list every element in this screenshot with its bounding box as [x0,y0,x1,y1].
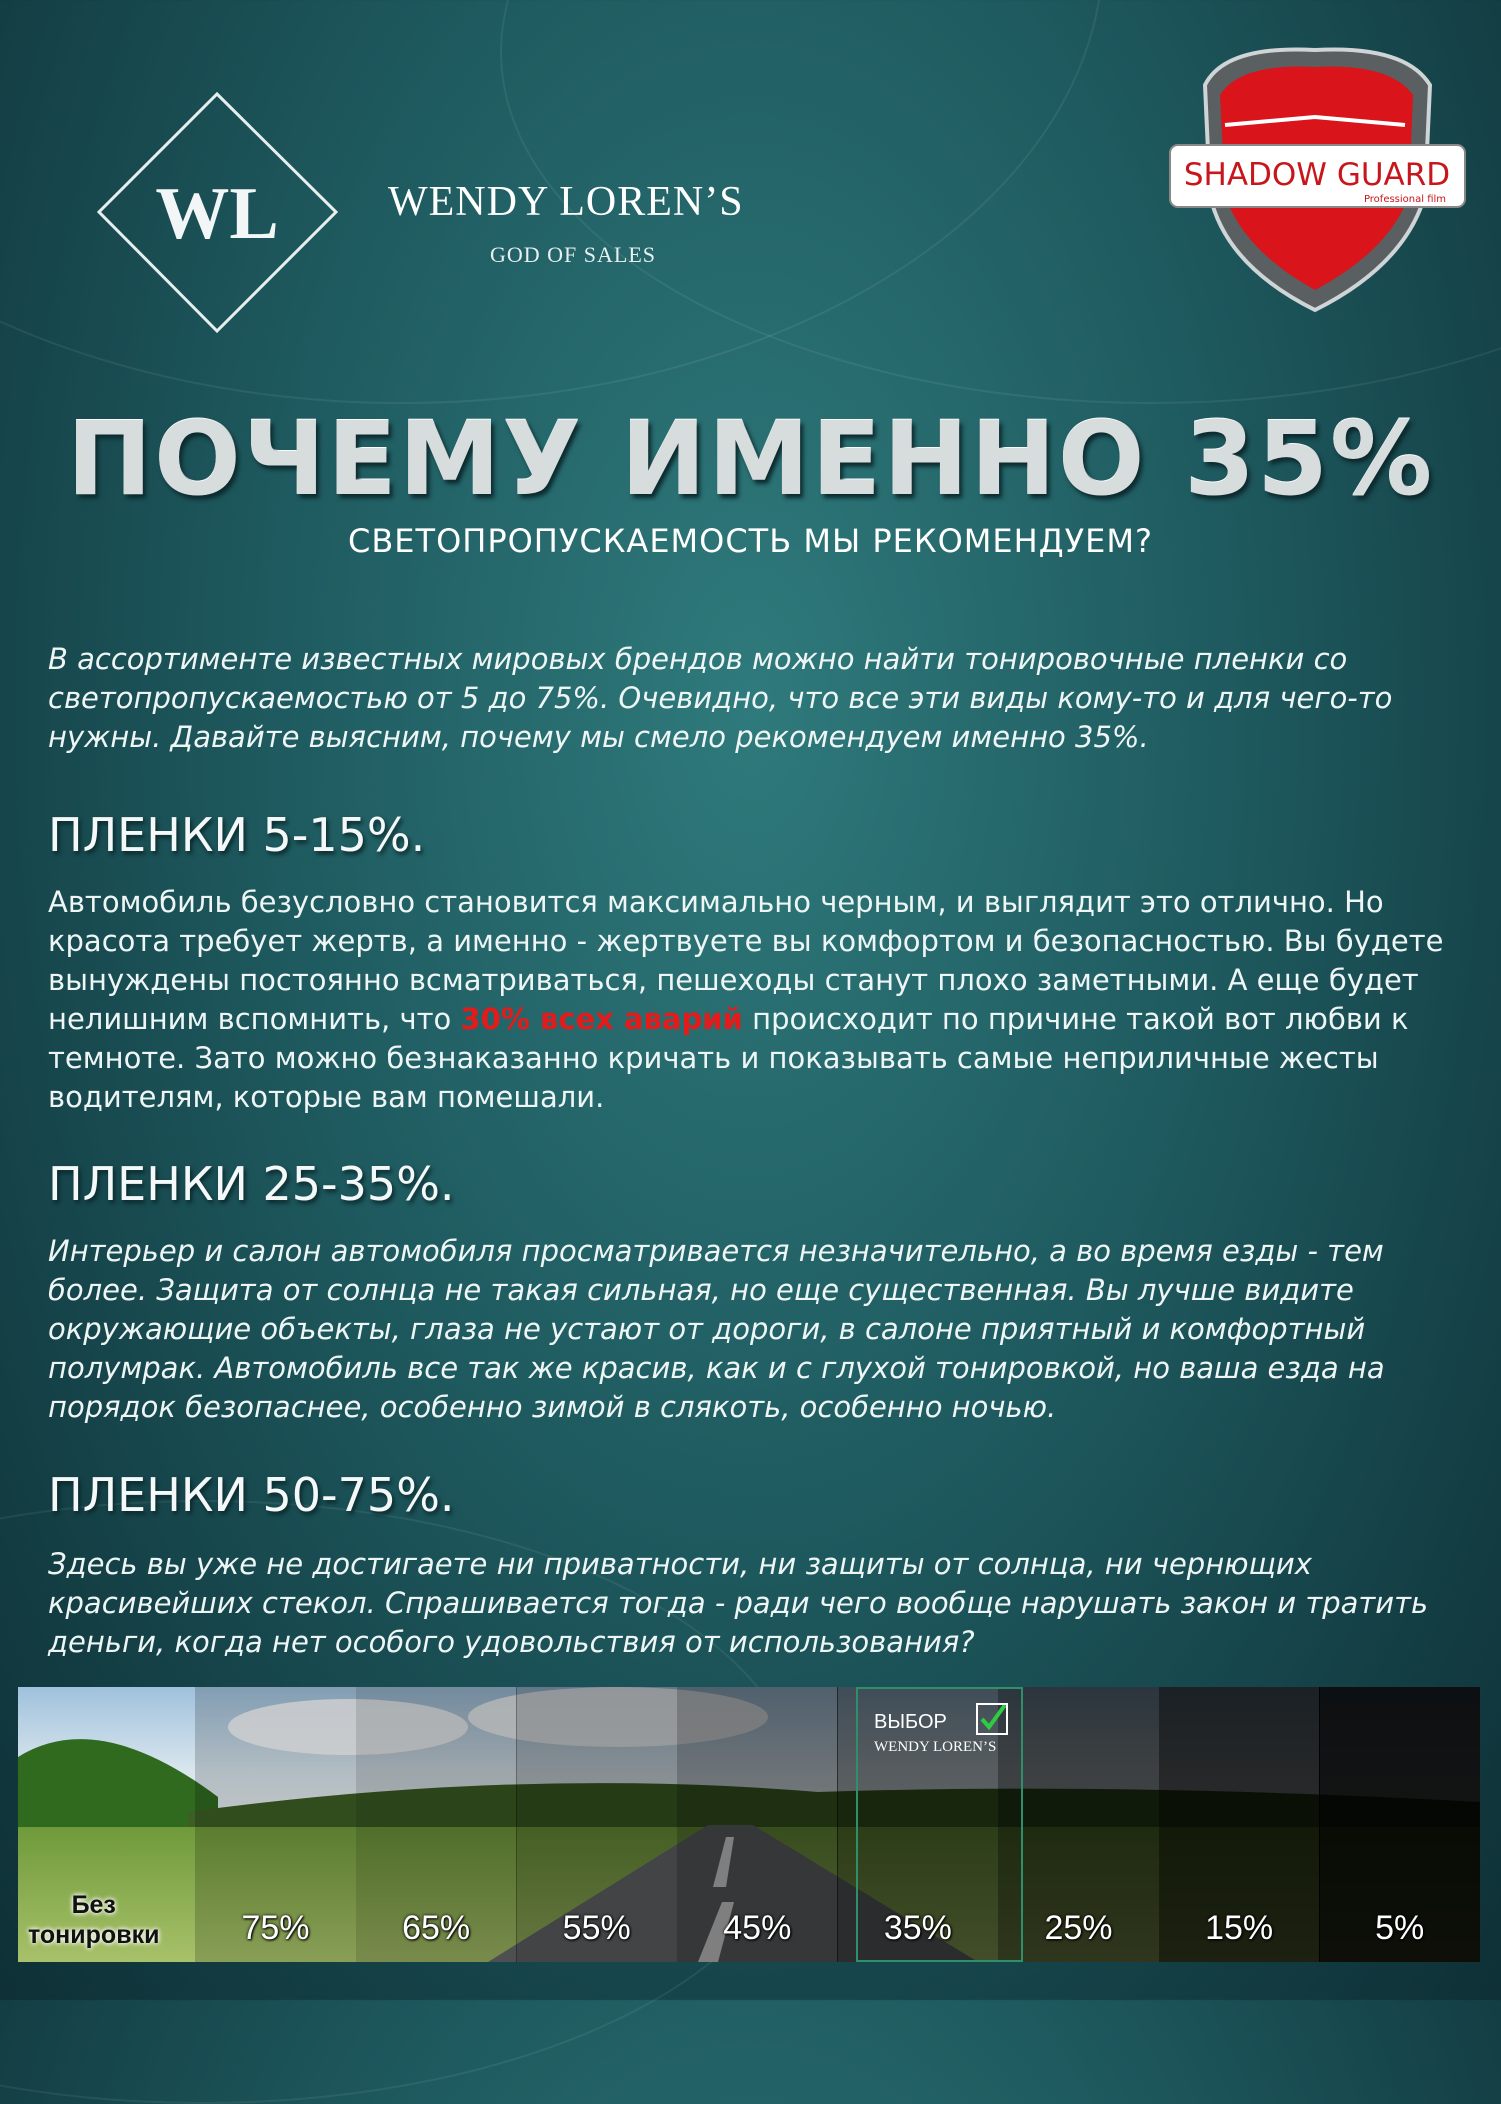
tint-level-label: 25% [1044,1909,1113,1947]
section-text: Здесь вы уже не достигаете ни приватности, ни защиты от солнца, ни чернющих красивейших стекол. Спрашивается тогда - ради чего вообще нарушать закон и тратить деньги, когда нет особого удовольствия от использования? [48,1547,1429,1659]
no-tint-line: Без [71,1891,116,1919]
shadow-guard-logo [1165,45,1470,315]
partner-tagline: Professional film [1363,194,1447,205]
section-text-part: Автомобиль безусловно становится максимально черным, и выглядит это отлично. Но красота требует жертв, а именно - жертвуете вы комфортом и безопасностью. Вы будете вынуждены постоянно всматриваться, пешеходы станут плохо заметными. А еще будет нелишним вспомнить, что [48,885,1444,1036]
section-text [48,883,1458,1117]
accident-stat-highlight: 30% всех аварий [460,1002,743,1036]
brand-name: WENDY LOREN’S [388,179,744,225]
tint-level-label: 75% [241,1909,310,1947]
no-tint-line: тонировки [28,1921,160,1949]
brand-tagline: GOD OF SALES [490,242,657,267]
partner-name: SHADOW GUARD [1183,157,1451,193]
tint-panel [677,1687,838,1962]
tint-level-label: 5% [1375,1909,1425,1947]
section-title: ПЛЕНКИ 5-15%. [48,808,426,862]
no-tint-label [28,1890,159,1950]
section-text: Интерьер и салон автомобиля просматривается незначительно, а во время езды - тем более. Защита от солнца не такая сильная, но еще существенная. Вы лучше видите окружающие объекты, глаза не устают от дороги, в салоне приятный и комфортный полумрак. Автомобиль все так же красив, как и с глухой тонировкой, но ваша езда на порядок безопаснее, особенно зимой в слякоть, особенно ночью. [48,1234,1385,1424]
logo-letters: WL [155,173,279,255]
tint-panel [356,1687,517,1962]
tint-level-label: 35% [883,1909,952,1947]
section-title: ПЛЕНКИ 25-35%. [48,1157,455,1211]
tint-panel [1159,1687,1320,1962]
checkmark-icon [976,1703,1008,1735]
tint-level-label: 45% [723,1909,792,1947]
section-text-part: происходит по причине такой вот любви к темноте. Зато можно безнаказанно кричать и показывать самые неприличные жесты водителям, которые вам помешали. [48,1002,1409,1114]
tint-panel [516,1687,677,1962]
tint-panel [195,1687,356,1962]
tint-level-label: 55% [562,1909,631,1947]
intro-paragraph: В ассортименте известных мировых брендов можно найти тонировочные пленки со светопропускаемостью от 5 до 75%. Очевидно, что все эти виды кому-то и для чего-то нужны. Давайте выясним, почему мы смело рекомендуем именно 35%. [48,642,1393,754]
tint-comparison-strip [18,1687,1480,1962]
section-title: ПЛЕНКИ 50-75%. [48,1468,455,1522]
choice-brand: WENDY LOREN’S [874,1739,997,1755]
page-subheadline: СВЕТОПРОПУСКАЕМОСТЬ МЫ РЕКОМЕНДУЕМ? [348,522,1153,560]
choice-title: ВЫБОР [874,1711,947,1733]
tint-level-label: 15% [1205,1909,1274,1947]
page-headline: ПОЧЕМУ ИМЕННО 35% [66,400,1435,519]
tint-panel [1319,1687,1480,1962]
tint-level-label: 65% [402,1909,471,1947]
wendy-lorens-logo [95,90,340,335]
